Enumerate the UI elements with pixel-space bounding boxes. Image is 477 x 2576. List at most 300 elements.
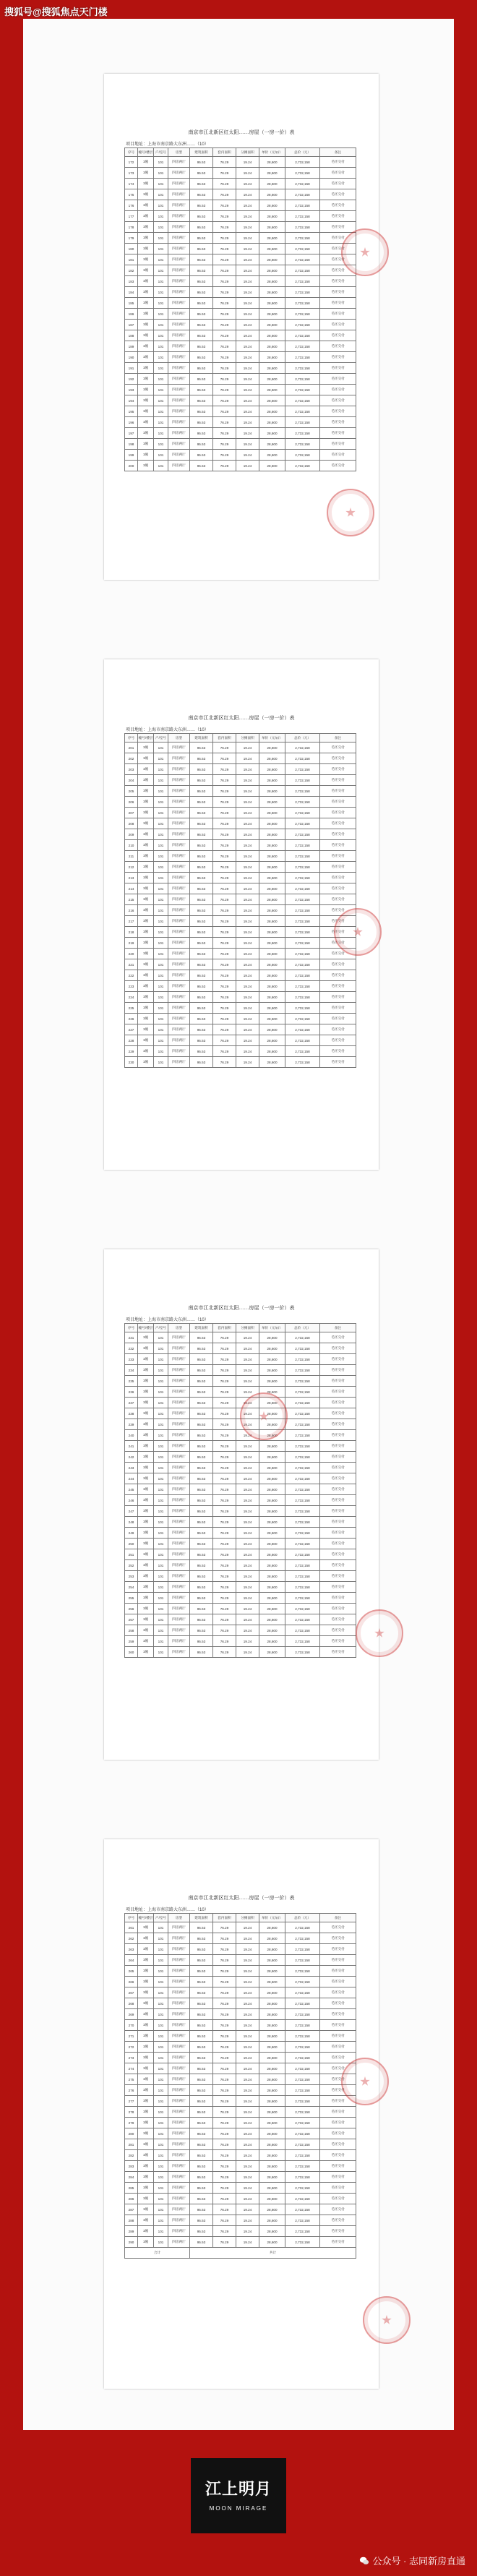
table-cell: 四房两厅 (168, 428, 190, 439)
table-cell: 95.53 (190, 2215, 213, 2226)
brand-name: 江上明月 (205, 2480, 272, 2499)
table-cell: 76.29 (213, 894, 236, 905)
table-cell: 101 (154, 1003, 168, 1014)
table-cell: 毛坯交付 (320, 2074, 356, 2085)
table-cell: 四房两厅 (168, 1024, 190, 1035)
column-header: 建筑面积 (190, 1324, 213, 1332)
table-cell: 毛坯交付 (320, 1539, 356, 1549)
table-cell: 76.29 (213, 439, 236, 450)
table-cell: 四房两厅 (168, 829, 190, 840)
table-cell: 28,600 (259, 1625, 285, 1636)
table-cell: 101 (154, 200, 168, 211)
table-cell: 1幢 (138, 244, 154, 254)
table-cell: 95.53 (190, 2161, 213, 2172)
table-cell: 76.29 (213, 1408, 236, 1419)
table-cell: 四房两厅 (168, 1430, 190, 1441)
column-header: 单价（元/㎡） (259, 1324, 285, 1332)
table-cell: 28,600 (259, 873, 285, 883)
table-cell: 76.29 (213, 417, 236, 428)
price-table (124, 1323, 356, 1658)
table-cell: 76.29 (213, 1484, 236, 1495)
table-cell: 四房两厅 (168, 179, 190, 189)
table-cell: 28,600 (259, 959, 285, 970)
table-row (125, 1614, 356, 1625)
table-row (125, 363, 356, 374)
table-cell: 四房两厅 (168, 883, 190, 894)
table-cell: 95.53 (190, 1549, 213, 1560)
table-cell: 1幢 (138, 916, 154, 927)
table-cell: 28,600 (259, 461, 285, 471)
table-cell: 1幢 (138, 1506, 154, 1517)
table-cell: 19.24 (236, 2063, 259, 2074)
table-cell: 95.53 (190, 970, 213, 981)
table-cell: 95.53 (190, 1035, 213, 1046)
table-cell: 19.24 (236, 2009, 259, 2020)
table-cell: 28,600 (259, 374, 285, 385)
table-cell: 1幢 (138, 959, 154, 970)
table-cell: 1幢 (138, 1528, 154, 1539)
table-cell: 19.24 (236, 2139, 259, 2150)
table-cell: 毛坯交付 (320, 1636, 356, 1647)
table-cell: 1幢 (138, 1003, 154, 1014)
table-cell: 269 (125, 2009, 138, 2020)
table-cell: 101 (154, 883, 168, 894)
table-cell: 76.29 (213, 2172, 236, 2183)
table-cell: 2,732,158 (285, 2009, 320, 2020)
table-cell: 19.24 (236, 970, 259, 981)
table-cell: 19.24 (236, 168, 259, 179)
table-cell: 19.24 (236, 1944, 259, 1955)
table-cell: 1幢 (138, 2096, 154, 2107)
table-cell: 76.29 (213, 1365, 236, 1376)
table-cell: 101 (154, 764, 168, 775)
table-cell: 四房两厅 (168, 2031, 190, 2042)
table-cell: 95.53 (190, 2020, 213, 2031)
table-cell: 28,600 (259, 1408, 285, 1419)
column-header: 幢号/楼层 (138, 734, 154, 743)
table-cell: 28,600 (259, 1419, 285, 1430)
totals-value: 共计 (190, 2248, 356, 2259)
table-cell: 毛坯交付 (320, 2194, 356, 2204)
table-cell: 95.53 (190, 1473, 213, 1484)
table-cell: 101 (154, 818, 168, 829)
table-cell: 28,600 (259, 417, 285, 428)
table-cell: 1幢 (138, 2194, 154, 2204)
table-row (125, 797, 356, 808)
table-cell: 28,600 (259, 189, 285, 200)
table-cell: 19.24 (236, 1614, 259, 1625)
table-cell: 毛坯交付 (320, 743, 356, 753)
table-cell: 1幢 (138, 1571, 154, 1582)
table-cell: 95.53 (190, 1046, 213, 1057)
table-cell: 250 (125, 1539, 138, 1549)
column-header: 分摊面积 (236, 1914, 259, 1922)
table-cell: 毛坯交付 (320, 1014, 356, 1024)
table-cell: 28,600 (259, 2194, 285, 2204)
table-cell: 毛坯交付 (320, 222, 356, 233)
table-cell: 101 (154, 1944, 168, 1955)
table-cell: 95.53 (190, 2031, 213, 2042)
table-row (125, 992, 356, 1003)
table-cell: 毛坯交付 (320, 851, 356, 862)
table-cell: 1幢 (138, 1539, 154, 1549)
table-row (125, 1506, 356, 1517)
table-cell: 101 (154, 1441, 168, 1452)
table-cell: 19.24 (236, 981, 259, 992)
project-address: 项目地址：上海市南京路大东洲……（10） (126, 1318, 209, 1322)
table-row (125, 2031, 356, 2042)
table-cell: 210 (125, 840, 138, 851)
table-cell: 95.53 (190, 1944, 213, 1955)
table-cell: 101 (154, 2215, 168, 2226)
table-cell: 276 (125, 2085, 138, 2096)
table-cell: 毛坯交付 (320, 916, 356, 927)
table-row (125, 1582, 356, 1593)
table-cell: 234 (125, 1365, 138, 1376)
table-row (125, 1376, 356, 1387)
table-cell: 76.29 (213, 2009, 236, 2020)
table-cell: 95.53 (190, 938, 213, 949)
table-cell: 四房两厅 (168, 862, 190, 873)
table-row (125, 1922, 356, 1933)
table-cell: 28,600 (259, 970, 285, 981)
table-cell: 毛坯交付 (320, 753, 356, 764)
table-cell: 101 (154, 1463, 168, 1473)
table-row (125, 775, 356, 786)
table-cell: 毛坯交付 (320, 2172, 356, 2183)
table-cell: 1幢 (138, 179, 154, 189)
table-cell: 四房两厅 (168, 1933, 190, 1944)
table-cell: 毛坯交付 (320, 2053, 356, 2063)
table-cell: 毛坯交付 (320, 1549, 356, 1560)
table-cell: 四房两厅 (168, 309, 190, 320)
table-cell: 2,732,158 (285, 1014, 320, 1024)
table-cell: 28,600 (259, 2226, 285, 2237)
table-cell: 28,600 (259, 1571, 285, 1582)
table-cell: 2,732,158 (285, 938, 320, 949)
table-cell: 95.53 (190, 2118, 213, 2128)
table-cell: 76.29 (213, 189, 236, 200)
table-cell: 187 (125, 320, 138, 330)
table-cell: 95.53 (190, 829, 213, 840)
table-cell: 19.24 (236, 1517, 259, 1528)
table-cell: 2,732,158 (285, 775, 320, 786)
table-cell: 95.53 (190, 1057, 213, 1068)
table-cell: 19.24 (236, 276, 259, 287)
table-cell: 2,732,158 (285, 309, 320, 320)
table-cell: 四房两厅 (168, 1014, 190, 1024)
table-cell: 2,732,158 (285, 1636, 320, 1647)
table-cell: 2,732,158 (285, 2150, 320, 2161)
table-cell: 95.53 (190, 1987, 213, 1998)
table-cell: 四房两厅 (168, 1604, 190, 1614)
table-cell: 101 (154, 1035, 168, 1046)
table-cell: 2,732,158 (285, 1441, 320, 1452)
table-row (125, 1365, 356, 1376)
table-cell: 28,600 (259, 829, 285, 840)
table-cell: 101 (154, 2053, 168, 2063)
table-cell: 19.24 (236, 2020, 259, 2031)
table-cell: 101 (154, 2139, 168, 2150)
table-cell: 28,600 (259, 428, 285, 439)
table-cell: 76.29 (213, 2204, 236, 2215)
table-cell: 28,600 (259, 2215, 285, 2226)
table-cell: 220 (125, 949, 138, 959)
table-cell: 28,600 (259, 1441, 285, 1452)
table-cell: 95.53 (190, 808, 213, 818)
watermark-text: 搜狐号@搜狐焦点天门楼 (4, 7, 108, 17)
table-cell: 四房两厅 (168, 1408, 190, 1419)
table-cell: 76.29 (213, 873, 236, 883)
table-cell: 95.53 (190, 1977, 213, 1987)
table-cell: 101 (154, 2183, 168, 2194)
table-cell: 四房两厅 (168, 949, 190, 959)
table-header-row (125, 734, 356, 743)
table-row (125, 2161, 356, 2172)
column-header: 套内面积 (213, 1324, 236, 1332)
table-cell: 毛坯交付 (320, 1955, 356, 1966)
table-cell: 191 (125, 363, 138, 374)
table-cell: 28,600 (259, 298, 285, 309)
table-cell: 95.53 (190, 840, 213, 851)
table-cell: 1幢 (138, 1484, 154, 1495)
table-cell: 1幢 (138, 2063, 154, 2074)
table-cell: 1幢 (138, 775, 154, 786)
table-cell: 毛坯交付 (320, 1560, 356, 1571)
table-cell: 1幢 (138, 1452, 154, 1463)
table-cell: 2,732,158 (285, 179, 320, 189)
table-row (125, 1593, 356, 1604)
table-row (125, 1398, 356, 1408)
table-cell: 217 (125, 916, 138, 927)
table-cell: 毛坯交付 (320, 1387, 356, 1398)
table-cell: 1幢 (138, 1463, 154, 1473)
table-cell: 2,732,158 (285, 2107, 320, 2118)
table-cell: 1幢 (138, 873, 154, 883)
table-row (125, 1966, 356, 1977)
table-cell: 19.24 (236, 2161, 259, 2172)
table-row (125, 2172, 356, 2183)
table-cell: 毛坯交付 (320, 287, 356, 298)
table-cell: 2,732,158 (285, 1398, 320, 1408)
table-cell: 2,732,158 (285, 2042, 320, 2053)
table-cell: 毛坯交付 (320, 2161, 356, 2172)
table-cell: 毛坯交付 (320, 428, 356, 439)
project-address: 项目地址：上海市南京路大东洲……（10） (126, 728, 209, 732)
table-cell: 28,600 (259, 233, 285, 244)
table-cell: 76.29 (213, 1343, 236, 1354)
table-cell: 101 (154, 244, 168, 254)
table-cell: 95.53 (190, 276, 213, 287)
table-cell: 19.24 (236, 1408, 259, 1419)
table-cell: 259 (125, 1636, 138, 1647)
table-row (125, 2085, 356, 2096)
column-header: 备注 (320, 148, 356, 157)
table-cell: 19.24 (236, 949, 259, 959)
table-cell: 95.53 (190, 1463, 213, 1473)
table-cell: 1幢 (138, 970, 154, 981)
table-cell: 四房两厅 (168, 981, 190, 992)
table-cell: 1幢 (138, 1987, 154, 1998)
table-cell: 95.53 (190, 1376, 213, 1387)
table-row (125, 1528, 356, 1539)
table-cell: 101 (154, 233, 168, 244)
table-cell: 101 (154, 1922, 168, 1933)
table-cell: 205 (125, 786, 138, 797)
table-cell: 1幢 (138, 1549, 154, 1560)
table-cell: 233 (125, 1354, 138, 1365)
table-cell: 76.29 (213, 2161, 236, 2172)
table-cell: 19.24 (236, 1473, 259, 1484)
table-cell: 101 (154, 179, 168, 189)
table-cell: 1幢 (138, 1365, 154, 1376)
table-row (125, 1354, 356, 1365)
table-cell: 28,600 (259, 1343, 285, 1354)
table-cell: 毛坯交付 (320, 2063, 356, 2074)
table-cell: 1幢 (138, 2161, 154, 2172)
table-cell: 28,600 (259, 1430, 285, 1441)
table-cell: 231 (125, 1332, 138, 1343)
table-cell: 95.53 (190, 244, 213, 254)
table-cell: 毛坯交付 (320, 439, 356, 450)
column-header: 总价（元） (285, 148, 320, 157)
table-cell: 毛坯交付 (320, 894, 356, 905)
table-cell: 19.24 (236, 1332, 259, 1343)
table-cell: 225 (125, 1003, 138, 1014)
table-cell: 19.24 (236, 851, 259, 862)
table-cell: 四房两厅 (168, 352, 190, 363)
table-cell: 248 (125, 1517, 138, 1528)
table-cell: 2,732,158 (285, 200, 320, 211)
table-cell: 1幢 (138, 1332, 154, 1343)
table-cell: 19.24 (236, 287, 259, 298)
table-cell: 19.24 (236, 265, 259, 276)
table-cell: 213 (125, 873, 138, 883)
table-cell: 76.29 (213, 374, 236, 385)
table-cell: 2,732,158 (285, 298, 320, 309)
table-cell: 19.24 (236, 743, 259, 753)
table-cell: 28,600 (259, 244, 285, 254)
table-cell: 1幢 (138, 1593, 154, 1604)
table-row (125, 1452, 356, 1463)
table-cell: 172 (125, 157, 138, 168)
table-cell: 101 (154, 1430, 168, 1441)
table-cell: 19.24 (236, 1484, 259, 1495)
table-cell: 19.24 (236, 1647, 259, 1658)
table-cell: 95.53 (190, 428, 213, 439)
table-cell: 101 (154, 1977, 168, 1987)
column-header: 建筑面积 (190, 148, 213, 157)
table-cell: 毛坯交付 (320, 298, 356, 309)
table-cell: 2,732,158 (285, 1430, 320, 1441)
table-cell: 19.24 (236, 309, 259, 320)
table-cell: 275 (125, 2074, 138, 2085)
table-cell: 19.24 (236, 244, 259, 254)
table-cell: 四房两厅 (168, 1549, 190, 1560)
table-cell: 19.24 (236, 1549, 259, 1560)
table-cell: 四房两厅 (168, 2107, 190, 2118)
table-cell: 101 (154, 1593, 168, 1604)
table-cell: 1幢 (138, 287, 154, 298)
table-cell: 28,600 (259, 2183, 285, 2194)
table-cell: 101 (154, 949, 168, 959)
table-cell: 1幢 (138, 320, 154, 330)
table-cell: 19.24 (236, 461, 259, 471)
table-cell: 1幢 (138, 2053, 154, 2063)
table-cell: 2,732,158 (285, 2215, 320, 2226)
table-cell: 101 (154, 1604, 168, 1614)
table-cell: 216 (125, 905, 138, 916)
table-cell: 19.24 (236, 764, 259, 775)
table-cell: 2,732,158 (285, 2139, 320, 2150)
table-cell: 239 (125, 1419, 138, 1430)
table-cell: 毛坯交付 (320, 2237, 356, 2248)
table-cell: 四房两厅 (168, 1387, 190, 1398)
table-cell: 101 (154, 1343, 168, 1354)
table-cell: 28,600 (259, 818, 285, 829)
table-row (125, 287, 356, 298)
table-cell: 19.24 (236, 1636, 259, 1647)
table-cell: 76.29 (213, 428, 236, 439)
table-cell: 279 (125, 2118, 138, 2128)
table-cell: 毛坯交付 (320, 395, 356, 406)
table-cell: 95.53 (190, 1332, 213, 1343)
table-cell: 19.24 (236, 417, 259, 428)
table-cell: 毛坯交付 (320, 189, 356, 200)
table-cell: 1幢 (138, 927, 154, 938)
official-seal-stamp (341, 228, 389, 276)
table-cell: 95.53 (190, 894, 213, 905)
table-cell: 1幢 (138, 1604, 154, 1614)
table-cell: 1幢 (138, 1636, 154, 1647)
table-cell: 95.53 (190, 330, 213, 341)
table-cell: 1幢 (138, 808, 154, 818)
table-cell: 19.24 (236, 775, 259, 786)
table-cell: 76.29 (213, 265, 236, 276)
table-cell: 2,732,158 (285, 2063, 320, 2074)
table-cell: 毛坯交付 (320, 157, 356, 168)
table-cell: 1幢 (138, 168, 154, 179)
table-row (125, 949, 356, 959)
table-cell: 四房两厅 (168, 1046, 190, 1057)
column-header: 幢号/楼层 (138, 148, 154, 157)
table-cell: 28,600 (259, 439, 285, 450)
table-cell: 19.24 (236, 1343, 259, 1354)
column-header: 单价（元/㎡） (259, 148, 285, 157)
table-header-row (125, 148, 356, 157)
table-cell: 2,732,158 (285, 1046, 320, 1057)
table-cell: 101 (154, 439, 168, 450)
table-cell: 19.24 (236, 1604, 259, 1614)
footer-credit-text: 公众号 · 志同新房直通 (372, 2556, 465, 2567)
table-cell: 1幢 (138, 363, 154, 374)
table-cell: 76.29 (213, 2053, 236, 2063)
table-cell: 76.29 (213, 1977, 236, 1987)
table-cell: 95.53 (190, 949, 213, 959)
table-cell: 19.24 (236, 439, 259, 450)
table-cell: 2,732,158 (285, 2237, 320, 2248)
table-row (125, 2139, 356, 2150)
table-cell: 95.53 (190, 1539, 213, 1549)
table-row (125, 200, 356, 211)
table-cell: 101 (154, 1955, 168, 1966)
table-cell: 四房两厅 (168, 1473, 190, 1484)
table-cell: 192 (125, 374, 138, 385)
table-row (125, 168, 356, 179)
table-cell: 2,732,158 (285, 320, 320, 330)
table-header-row (125, 1324, 356, 1332)
table-cell: 28,600 (259, 200, 285, 211)
